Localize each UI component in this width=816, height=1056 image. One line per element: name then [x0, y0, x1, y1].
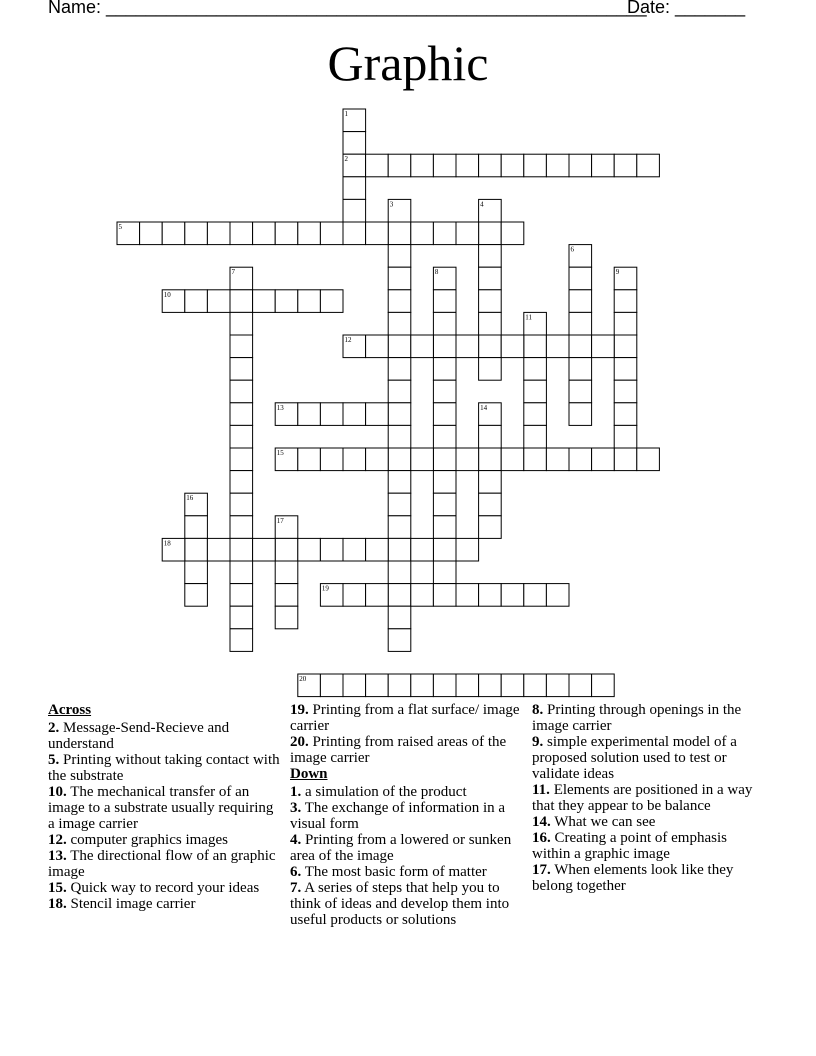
- grid-cell[interactable]: [614, 154, 637, 177]
- grid-cell[interactable]: [343, 674, 366, 697]
- grid-cell[interactable]: [433, 222, 456, 245]
- grid-cell[interactable]: [592, 154, 615, 177]
- clue-down-14: 14. What we can see: [532, 814, 656, 830]
- grid-cell[interactable]: [479, 425, 502, 448]
- grid-cell[interactable]: [569, 403, 592, 426]
- grid-cell[interactable]: [320, 674, 343, 697]
- grid-cell[interactable]: [298, 403, 321, 426]
- grid-cell[interactable]: [388, 222, 411, 245]
- grid-cell[interactable]: [366, 538, 389, 561]
- grid-cell[interactable]: [275, 606, 298, 629]
- grid-number-12: 12: [344, 336, 352, 344]
- grid-cell[interactable]: [388, 267, 411, 290]
- grid-cell[interactable]: [524, 584, 547, 607]
- grid-cell[interactable]: [230, 335, 253, 358]
- clue-across-12: 12. computer graphics images: [48, 832, 228, 848]
- grid-cell[interactable]: [320, 290, 343, 313]
- grid-cell[interactable]: [524, 358, 547, 381]
- clues-column-1: [48, 702, 280, 912]
- grid-cell[interactable]: [479, 245, 502, 268]
- grid-cell[interactable]: [185, 538, 208, 561]
- grid-number-9: 9: [615, 268, 620, 277]
- grid-cell[interactable]: [388, 538, 411, 561]
- grid-cell[interactable]: [614, 290, 637, 313]
- grid-cell[interactable]: [433, 493, 456, 516]
- grid-cell[interactable]: [343, 177, 366, 200]
- grid-cell[interactable]: [569, 674, 592, 697]
- clue-down-17: 17. When elements look like they belong together: [532, 862, 734, 894]
- grid-cell[interactable]: [592, 674, 615, 697]
- grid-cell[interactable]: [456, 448, 479, 471]
- grid-cell[interactable]: [230, 561, 253, 584]
- grid-cell[interactable]: [320, 222, 343, 245]
- grid-cell[interactable]: [230, 222, 253, 245]
- grid-cell[interactable]: [253, 222, 276, 245]
- grid-cell[interactable]: [320, 448, 343, 471]
- grid-cell[interactable]: [388, 674, 411, 697]
- grid-number-7: 7: [231, 268, 235, 277]
- grid-cell[interactable]: [501, 154, 524, 177]
- clues-column-3: [532, 702, 764, 894]
- grid-cell[interactable]: [524, 425, 547, 448]
- grid-cell[interactable]: [230, 493, 253, 516]
- grid-cell[interactable]: [230, 471, 253, 494]
- clue-across-15: 15. Quick way to record your ideas: [48, 880, 260, 896]
- grid-cell[interactable]: [388, 606, 411, 629]
- grid-cell[interactable]: [546, 674, 569, 697]
- grid-cell[interactable]: [207, 538, 230, 561]
- grid-cell[interactable]: [433, 312, 456, 335]
- grid-cell[interactable]: [275, 538, 298, 561]
- clue-down-1: 1. a simulation of the product: [290, 784, 467, 800]
- grid-cell[interactable]: [275, 222, 298, 245]
- grid-number-11: 11: [525, 313, 533, 322]
- grid-cell[interactable]: [140, 222, 163, 245]
- grid-cell[interactable]: [433, 584, 456, 607]
- grid-cell[interactable]: [479, 267, 502, 290]
- grid-cell[interactable]: [388, 245, 411, 268]
- grid-cell[interactable]: [230, 425, 253, 448]
- grid-cell[interactable]: [162, 222, 185, 245]
- grid-cell[interactable]: [569, 154, 592, 177]
- grid-cell[interactable]: [411, 448, 434, 471]
- grid-cell[interactable]: [230, 358, 253, 381]
- grid-cell[interactable]: [230, 629, 253, 652]
- grid-number-17: 17: [276, 516, 284, 525]
- grid-cell[interactable]: [320, 538, 343, 561]
- grid-cell[interactable]: [388, 358, 411, 381]
- grid-cell[interactable]: [614, 403, 637, 426]
- grid-number-5: 5: [118, 223, 122, 231]
- grid-cell[interactable]: [479, 154, 502, 177]
- grid-cell[interactable]: [230, 516, 253, 539]
- clue-across-10: 10. The mechanical transfer of an image to a substrate usually requiring a image carrier: [48, 784, 274, 832]
- grid-cell[interactable]: [479, 493, 502, 516]
- grid-cell[interactable]: [388, 335, 411, 358]
- grid-cell[interactable]: [230, 403, 253, 426]
- grid-cell[interactable]: [501, 674, 524, 697]
- clue-down-16: 16. Creating a point of emphasis within a graphic image: [532, 830, 727, 862]
- grid-cell[interactable]: [433, 561, 456, 584]
- grid-cell[interactable]: [524, 674, 547, 697]
- grid-cell[interactable]: [433, 538, 456, 561]
- clue-down-11: 11. Elements are positioned in a way that they appear to be balance: [532, 782, 753, 814]
- grid-cell[interactable]: [524, 403, 547, 426]
- grid-cell[interactable]: [456, 538, 479, 561]
- grid-cell[interactable]: [275, 290, 298, 313]
- grid-cell[interactable]: [614, 358, 637, 381]
- grid-cell[interactable]: [388, 629, 411, 652]
- clue-across-5: 5. Printing without taking contact with the substrate: [48, 752, 280, 784]
- grid-cell[interactable]: [343, 199, 366, 222]
- grid-number-15: 15: [276, 449, 284, 457]
- grid-number-13: 13: [276, 403, 284, 412]
- grid-cell[interactable]: [298, 538, 321, 561]
- grid-number-6: 6: [570, 245, 574, 254]
- grid-cell[interactable]: [343, 584, 366, 607]
- grid-cell[interactable]: [501, 584, 524, 607]
- grid-cell[interactable]: [479, 516, 502, 539]
- grid-cell[interactable]: [411, 538, 434, 561]
- grid-cell[interactable]: [479, 335, 502, 358]
- grid-cell[interactable]: [592, 335, 615, 358]
- grid-cell[interactable]: [366, 154, 389, 177]
- grid-cell[interactable]: [343, 222, 366, 245]
- grid-number-19: 19: [321, 584, 329, 593]
- grid-cell[interactable]: [524, 335, 547, 358]
- grid-number-8: 8: [434, 268, 439, 277]
- grid-cell[interactable]: [569, 358, 592, 381]
- grid-cell[interactable]: [637, 154, 660, 177]
- grid-cell[interactable]: [411, 335, 434, 358]
- grid-cell[interactable]: [479, 471, 502, 494]
- grid-cell[interactable]: [320, 403, 343, 426]
- grid-cell[interactable]: [433, 358, 456, 381]
- clue-down-7: 7. A series of steps that help you to think of ideas and develop them into useful products or solutions: [290, 880, 510, 928]
- grid-cell[interactable]: [614, 335, 637, 358]
- page-title: Graphic: [327, 35, 489, 91]
- grid-cell[interactable]: [388, 290, 411, 313]
- grid-cell[interactable]: [592, 448, 615, 471]
- grid-number-1: 1: [344, 110, 348, 118]
- grid-cell[interactable]: [433, 290, 456, 313]
- grid-cell[interactable]: [614, 425, 637, 448]
- grid-cell[interactable]: [546, 154, 569, 177]
- grid-cell[interactable]: [366, 335, 389, 358]
- grid-cell[interactable]: [275, 584, 298, 607]
- grid-cell[interactable]: [546, 335, 569, 358]
- clue-across-2: 2. Message-Send-Recieve and understand: [48, 720, 230, 752]
- grid-cell[interactable]: [388, 380, 411, 403]
- grid-cell[interactable]: [343, 448, 366, 471]
- grid-cell[interactable]: [388, 448, 411, 471]
- grid-cell[interactable]: [388, 425, 411, 448]
- grid-cell[interactable]: [569, 267, 592, 290]
- grid-cell[interactable]: [298, 222, 321, 245]
- grid-cell[interactable]: [456, 674, 479, 697]
- grid-cell[interactable]: [479, 222, 502, 245]
- grid-cell[interactable]: [207, 222, 230, 245]
- grid-cell[interactable]: [614, 448, 637, 471]
- grid-number-18: 18: [163, 539, 171, 548]
- grid-cell[interactable]: [433, 403, 456, 426]
- grid-cell[interactable]: [185, 222, 208, 245]
- clue-across-18: 18. Stencil image carrier: [48, 896, 196, 912]
- grid-cell[interactable]: [433, 380, 456, 403]
- grid-cell[interactable]: [388, 561, 411, 584]
- grid-cell[interactable]: [433, 335, 456, 358]
- grid-cell[interactable]: [185, 290, 208, 313]
- grid-cell[interactable]: [343, 132, 366, 155]
- grid-cell[interactable]: [298, 290, 321, 313]
- grid-cell[interactable]: [433, 154, 456, 177]
- grid-cell[interactable]: [366, 448, 389, 471]
- clue-across-20: 20. Printing from raised areas of the image carrier: [290, 734, 507, 766]
- grid-cell[interactable]: [230, 538, 253, 561]
- clue-across-13: 13. The directional flow of an graphic image: [48, 848, 276, 880]
- clue-across-19: 19. Printing from a flat surface/ image carrier: [290, 702, 520, 734]
- grid-number-10: 10: [163, 290, 171, 299]
- grid-cell[interactable]: [433, 425, 456, 448]
- grid-cell[interactable]: [343, 403, 366, 426]
- grid-cell[interactable]: [388, 403, 411, 426]
- grid-cell[interactable]: [411, 222, 434, 245]
- grid-cell[interactable]: [479, 290, 502, 313]
- grid-cell[interactable]: [298, 448, 321, 471]
- grid-cell[interactable]: [433, 448, 456, 471]
- grid-cell[interactable]: [230, 290, 253, 313]
- grid-cell[interactable]: [456, 222, 479, 245]
- grid-cell[interactable]: [614, 380, 637, 403]
- grid-cell[interactable]: [230, 606, 253, 629]
- grid-cell[interactable]: [366, 584, 389, 607]
- date-field-label[interactable]: Date: _______: [627, 0, 746, 17]
- grid-cell[interactable]: [479, 358, 502, 381]
- grid-cell[interactable]: [433, 516, 456, 539]
- clues-column-2: [290, 702, 522, 928]
- grid-cell[interactable]: [230, 584, 253, 607]
- clue-down-8: 8. Printing through openings in the image carrier: [532, 702, 742, 734]
- grid-cell[interactable]: [366, 403, 389, 426]
- grid-cell[interactable]: [501, 448, 524, 471]
- grid-cell[interactable]: [230, 312, 253, 335]
- grid-cell[interactable]: [524, 448, 547, 471]
- grid-cell[interactable]: [411, 584, 434, 607]
- grid-cell[interactable]: [411, 674, 434, 697]
- grid-cell[interactable]: [524, 380, 547, 403]
- grid-cell[interactable]: [569, 380, 592, 403]
- grid-cell[interactable]: [343, 538, 366, 561]
- grid-cell[interactable]: [388, 471, 411, 494]
- clue-down-3: 3. The exchange of information in a visual form: [290, 800, 506, 832]
- grid-number-4: 4: [480, 200, 484, 209]
- grid-cell[interactable]: [185, 561, 208, 584]
- grid-cell[interactable]: [433, 674, 456, 697]
- grid-cell[interactable]: [569, 448, 592, 471]
- grid-cell[interactable]: [546, 584, 569, 607]
- grid-cell[interactable]: [524, 154, 547, 177]
- grid-cell[interactable]: [569, 312, 592, 335]
- grid-cell[interactable]: [230, 380, 253, 403]
- name-field-label[interactable]: Name: ______________________________________________________: [48, 0, 647, 17]
- grid-cell[interactable]: [388, 493, 411, 516]
- grid-cell[interactable]: [388, 154, 411, 177]
- grid-cell[interactable]: [230, 448, 253, 471]
- grid-cell[interactable]: [479, 312, 502, 335]
- grid-cell[interactable]: [479, 448, 502, 471]
- grid-cell[interactable]: [501, 335, 524, 358]
- grid-cell[interactable]: [637, 448, 660, 471]
- grid-cell[interactable]: [207, 290, 230, 313]
- grid-cell[interactable]: [433, 471, 456, 494]
- grid-cell[interactable]: [411, 154, 434, 177]
- grid-cell[interactable]: [366, 222, 389, 245]
- grid-number-3: 3: [389, 200, 394, 209]
- grid-cell[interactable]: [388, 584, 411, 607]
- grid-cell[interactable]: [614, 312, 637, 335]
- grid-number-16: 16: [186, 494, 194, 503]
- grid-cell[interactable]: [569, 290, 592, 313]
- grid-cell[interactable]: [253, 538, 276, 561]
- grid-cell[interactable]: [569, 335, 592, 358]
- clue-down-9: 9. simple experimental model of a proposed solution used to test or validate ideas: [532, 734, 737, 782]
- grid-number-20: 20: [299, 675, 307, 683]
- grid-cell[interactable]: [456, 584, 479, 607]
- grid-cell[interactable]: [479, 584, 502, 607]
- grid-number-2: 2: [344, 155, 348, 164]
- grid-cell[interactable]: [388, 516, 411, 539]
- grid-cell[interactable]: [456, 335, 479, 358]
- grid-cell[interactable]: [388, 312, 411, 335]
- grid-cell[interactable]: [253, 290, 276, 313]
- grid-number-14: 14: [480, 403, 488, 412]
- grid-cell[interactable]: [546, 448, 569, 471]
- down-heading: Down: [290, 766, 328, 782]
- grid-cell[interactable]: [185, 516, 208, 539]
- grid-cell[interactable]: [185, 584, 208, 607]
- across-heading: Across: [48, 702, 92, 718]
- clue-down-4: 4. Printing from a lowered or sunken area of the image: [290, 832, 512, 864]
- grid-cell[interactable]: [275, 561, 298, 584]
- grid-cell[interactable]: [366, 674, 389, 697]
- grid-cell[interactable]: [456, 154, 479, 177]
- clue-down-6: 6. The most basic form of matter: [290, 864, 487, 880]
- grid-cell[interactable]: [501, 222, 524, 245]
- grid-cell[interactable]: [479, 674, 502, 697]
